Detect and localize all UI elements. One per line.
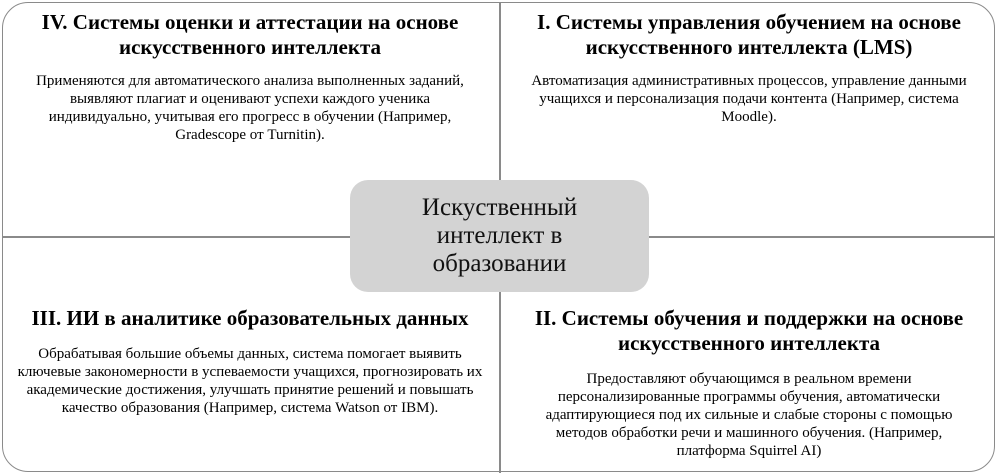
quadrant-title: IV. Системы оценки и аттестации на основе искусственного интеллекта [41,10,459,59]
quadrant-description: Применяются для автоматического анализа выполненных заданий, выявляют плагиат и оценивают успехи каждого ученика индивидуально, учитывая его прогресс в обучении (Например, Gradescope от Turnitin). [36,73,464,143]
quadrant-description: Предоставляют обучающимся в реальном времени персонализированные программы обучения, автоматически адаптирующиеся под их сильные и слабые стороны с помощью методов обработки речи и машинного обучения. (Например, платформа Squirrel AI) [545,371,953,459]
center-node [350,180,649,292]
quadrant-description: Автоматизация административных процессов, управление данными учащихся и персонализация подачи контента (Например, система Moodle). [531,73,967,125]
quadrant-learning-support [506,306,992,460]
quadrant-title: III. ИИ в аналитике образовательных данных [31,306,469,330]
center-label: Искуственный интеллект в образовании [421,194,578,277]
quadrant-lms-systems [506,10,992,126]
quadrant-title: II. Системы обучения и поддержки на основе искусственного интеллекта [534,306,964,355]
quadrant-assessment-systems [8,10,492,144]
quadrant-title: I. Системы управления обучением на основе искусственного интеллекта (LMS) [537,10,961,59]
quadrant-description: Обрабатывая большие объемы данных, система помогает выявить ключевые закономерности в успеваемости учащихся, прогнозировать их академические достижения, улучшать принятие решений и повышать качество образования (Например, система Watson от IBM). [17,346,483,416]
quadrant-data-analytics [8,306,492,417]
